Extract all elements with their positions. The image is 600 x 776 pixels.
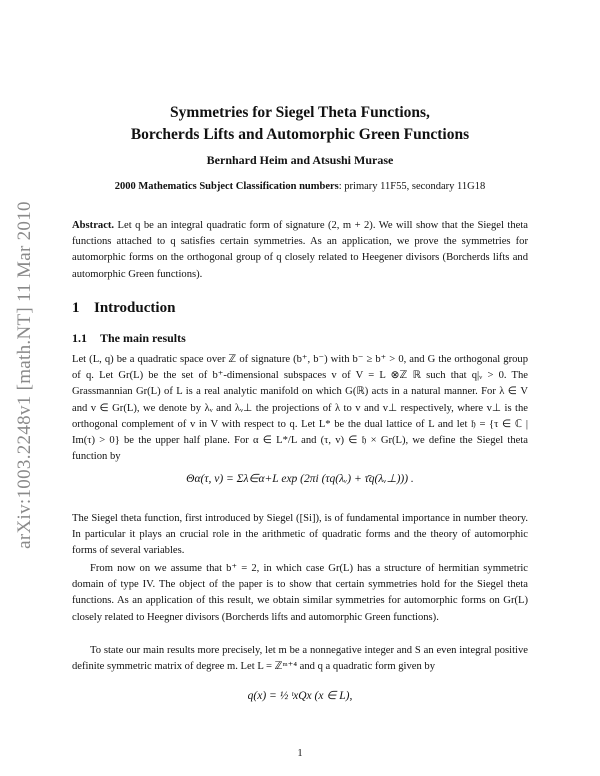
authors: Bernhard Heim and Atsushi Murase	[206, 153, 394, 167]
paragraph-3	[72, 561, 528, 626]
section-title: Introduction	[94, 300, 176, 316]
paper-title	[72, 102, 528, 146]
equation-siegel-theta: Θα(τ, v) = Σλ∈α+L exp (2πi (τq(λᵥ) + τ̄q(λᵥ⊥))) .	[186, 473, 414, 485]
title-line-2: Borcherds Lifts and Automorphic Green Functions	[130, 126, 470, 143]
paragraph-3-text: From now on we assume that b⁺ = 2, in which case Gr(L) has a structure of hermitian symmetric domain of type IV. The object of the paper is to show that certain symmetries hold for the Siegel theta functions. As an application of this result, we obtain similar symmetries for automorphic forms on Gr(L) closely related to Heegner divisors (Borcherds lifts and automorphic Green functions).	[72, 563, 528, 623]
section-heading-introduction	[72, 300, 175, 317]
paragraph-1-text: Let (L, q) be a quadratic space over ℤ of signature (b⁺, b⁻) with b⁻ ≥ b⁺ > 0, and G the orthogonal group of q. Let Gr(L) be the set of b⁺-dimensional subspaces v of V = L ⊗ℤ ℝ such that q|ᵥ > 0. The Grassmannian Gr(L) of L is a real analytic manifold on which G(ℝ) acts in a natural manner. For λ ∈ V and v ∈ Gr(L), we denote by λᵥ and λᵥ⊥ the projections of λ to v and v⊥ respectively, where v⊥ is the orthogonal complement of v in V with respect to q. Let L* be the dual lattice of L and let 𝔥 = {τ ∈ ℂ | Im(τ) > 0} be the upper half plane. For α ∈ L*/L and (τ, v) ∈ 𝔥 × Gr(L), we define the Siegel theta function by	[72, 354, 528, 463]
equation-quadratic-form: q(x) = ½ ᵗxQx (x ∈ L),	[247, 690, 353, 702]
section-number: 1	[72, 300, 80, 316]
paragraph-4	[72, 643, 528, 675]
paragraph-2-text: The Siegel theta function, first introduced by Siegel ([Si]), is of fundamental importance in number theory. In particular it plays an crucial role in the arithmetic of quadratic forms and the theory of automorphic forms of several variables.	[72, 513, 528, 557]
title-line-1: Symmetries for Siegel Theta Functions,	[170, 104, 430, 121]
msc-classification	[72, 181, 528, 192]
subsection-number: 1.1	[72, 331, 87, 345]
abstract	[72, 218, 528, 283]
msc-label: 2000 Mathematics Subject Classification numbers	[114, 181, 339, 192]
paragraph-4-text: To state our main results more precisely, let m be a nonnegative integer and S an even integral positive definite symmetric matrix of degree m. Let L = ℤᵐ⁺⁴ and q a quadratic form given by	[72, 645, 528, 673]
abstract-text: Let q be an integral quadratic form of signature (2, m + 2). We will show that the Siegel theta functions attached to q satisfies certain symmetries. As an application, we prove the symmetries for automorphic forms on the orthogonal group of q closely related to Heegener divisors (Borcherds lifts and automorphic Green functions).	[72, 220, 528, 280]
abstract-label: Abstract.	[72, 220, 115, 231]
arxiv-identifier: arXiv:1003.2248v1 [math.NT] 11 Mar 2010	[14, 201, 36, 549]
paragraph-2	[72, 511, 528, 560]
page-number: 1	[297, 748, 303, 759]
paragraph-1	[72, 352, 528, 465]
subsection-heading-main-results	[72, 331, 186, 346]
subsection-title: The main results	[100, 331, 186, 345]
msc-value: : primary 11F55, secondary 11G18	[338, 181, 486, 192]
arxiv-sidebar	[8, 175, 42, 575]
